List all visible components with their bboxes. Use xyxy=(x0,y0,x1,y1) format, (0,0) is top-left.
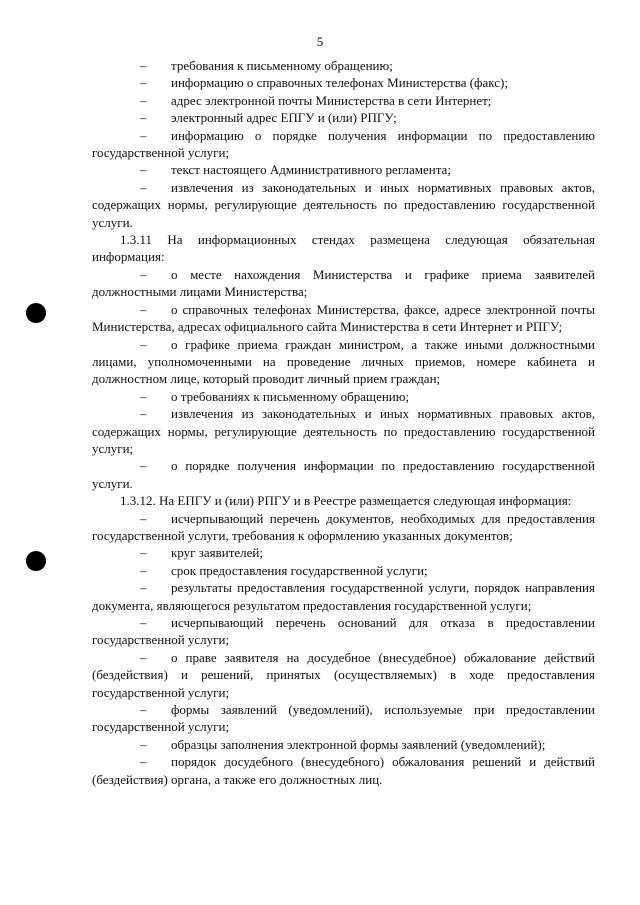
section-paragraph-1-3-11: 1.3.11 На информационных стендах размещена следующая обязательная информация: xyxy=(92,232,595,265)
list-item: – о порядке получения информации по предоставлению государственной услуги. xyxy=(92,457,595,492)
punch-hole-bottom xyxy=(26,551,46,571)
page-number: 5 xyxy=(316,34,324,49)
list-item: – о графике приема граждан министром, а также иными должностными лицами, уполномоченными на проведение личных приемов, номере кабинета и должностном лице, который проводит личный прием граждан; xyxy=(92,336,595,388)
list-item: – порядок досудебного (внесудебного) обжалования решений и действий (бездействия) органа, а также его должностных лиц. xyxy=(92,753,595,788)
list-item: – о месте нахождения Министерства и графике приема заявителей должностными лицами Министерства; xyxy=(92,266,595,301)
list-item: – информацию о справочных телефонах Министерства (факс); xyxy=(92,74,595,91)
list-item: – информацию о порядке получения информации по предоставлению государственной услуги; xyxy=(92,127,595,162)
list-item: – о справочных телефонах Министерства, факсе, адресе электронной почты Министерства, адресах официального сайта Министерства в сети Интернет и РПГУ; xyxy=(92,301,595,336)
list-item: – исчерпывающий перечень документов, необходимых для предоставления государственной услуги, требования к оформлению указанных документов; xyxy=(92,510,595,545)
list-item: – электронный адрес ЕПГУ и (или) РПГУ; xyxy=(92,109,595,126)
section-paragraph-1-3-12: 1.3.12. На ЕПГУ и (или) РПГУ и в Реестре размещается следующая информация: xyxy=(120,493,572,509)
list-item: – формы заявлений (уведомлений), используемые при предоставлении государственной услуги; xyxy=(92,701,595,736)
list-item: – образцы заполнения электронной формы заявлений (уведомлений); xyxy=(92,736,595,753)
list-item: – адрес электронной почты Министерства в сети Интернет; xyxy=(92,92,595,109)
list-item: – исчерпывающий перечень оснований для отказа в предоставлении государственной услуги; xyxy=(92,614,595,649)
list-item: – извлечения из законодательных и иных нормативных правовых актов, содержащих нормы, регулирующие деятельность по предоставлению государственной услуги; xyxy=(92,405,595,457)
list-item: – результаты предоставления государственной услуги, порядок направления документа, являющегося результатом предоставления государственной услуги; xyxy=(92,579,595,614)
document-body xyxy=(92,57,595,788)
list-item: – срок предоставления государственной услуги; xyxy=(92,562,595,579)
list-item: – о праве заявителя на досудебное (внесудебное) обжалование действий (бездействия) и решений, принятых (осуществляемых) в ходе предоставления государственной услуги; xyxy=(92,649,595,701)
punch-hole-top xyxy=(26,303,46,323)
list-item: – требования к письменному обращению; xyxy=(92,57,595,74)
list-item: – текст настоящего Административного регламента; xyxy=(92,161,595,178)
list-item: – круг заявителей; xyxy=(92,544,595,561)
list-item: – о требованиях к письменному обращению; xyxy=(92,388,595,405)
list-item: – извлечения из законодательных и иных нормативных правовых актов, содержащих нормы, регулирующие деятельность по предоставлению государственной услуги. xyxy=(92,179,595,231)
